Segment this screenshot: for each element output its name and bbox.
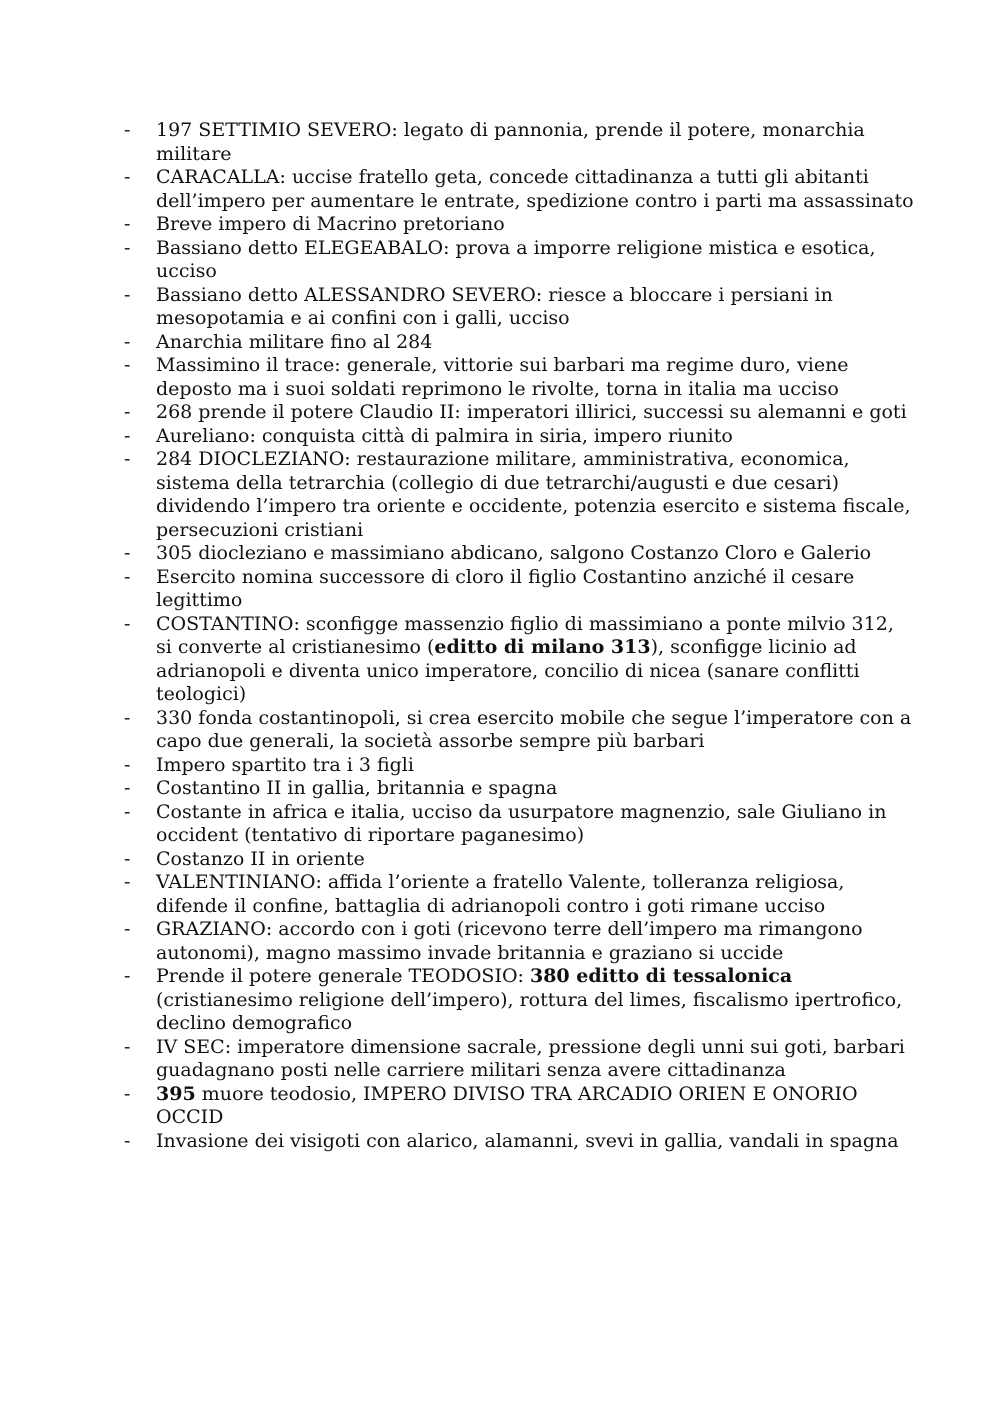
bullet-dash: - bbox=[124, 871, 131, 893]
item-text: IV SEC: imperatore dimensione sacrale, pressione degli unni sui goti, barbari guadagnano posti nelle carriere militari senza avere cittadinanza bbox=[156, 1035, 905, 1081]
list-item bbox=[124, 237, 914, 284]
item-text: (cristianesimo religione dell’impero), rottura del limes, fiscalismo ipertrofico, declino demografico bbox=[156, 988, 903, 1034]
bullet-dash: - bbox=[124, 119, 131, 141]
bullet-dash: - bbox=[124, 424, 131, 447]
item-text: Bassiano detto ALESSANDRO SEVERO: riesce a bloccare i persiani in mesopotamia e ai confini con i galli, ucciso bbox=[156, 283, 833, 329]
list-item bbox=[124, 448, 914, 542]
list-item bbox=[124, 354, 914, 401]
list-item bbox=[124, 284, 914, 331]
bullet-dash: - bbox=[124, 236, 131, 259]
list-item bbox=[124, 1036, 914, 1083]
list-item bbox=[124, 401, 914, 425]
list-item bbox=[124, 848, 914, 872]
item-text: Costantino II in gallia, britannia e spagna bbox=[156, 777, 558, 799]
bold-text: editto di milano 313 bbox=[434, 636, 651, 658]
item-text: muore teodosio, IMPERO DIVISO TRA ARCADIO ORIEN E ONORIO OCCID bbox=[156, 1082, 858, 1128]
item-text: Massimino il trace: generale, vittorie sui barbari ma regime duro, viene deposto ma i suoi soldati reprimono le rivolte, torna in italia ma ucciso bbox=[156, 354, 849, 400]
timeline-list bbox=[124, 119, 914, 1153]
list-item bbox=[124, 1130, 914, 1154]
bullet-dash: - bbox=[124, 706, 131, 729]
item-text: Aureliano: conquista città di palmira in siria, impero riunito bbox=[156, 424, 733, 447]
bullet-dash: - bbox=[124, 918, 131, 940]
item-text: COSTANTINO: sconfigge massenzio figlio di massimiano a ponte milvio 312, si converte al cristianesimo ( bbox=[156, 612, 894, 658]
item-text: Bassiano detto ELEGEABALO: prova a imporre religione mistica e esotica, ucciso bbox=[156, 236, 876, 282]
item-text: Prende il potere generale TEODOSIO: bbox=[156, 965, 530, 987]
item-text: VALENTINIANO: affida l’oriente a fratello Valente, tolleranza religiosa, difende il confine, battaglia di adrianopoli contro i goti rimane ucciso bbox=[156, 871, 845, 917]
item-text: 268 prende il potere Claudio II: imperatori illirici, successi su alemanni e goti bbox=[156, 401, 907, 423]
bullet-dash: - bbox=[124, 1082, 131, 1105]
bullet-dash: - bbox=[124, 448, 131, 470]
item-text: 330 fonda costantinopoli, si crea esercito mobile che segue l’imperatore con a capo due generali, la società assorbe sempre più barbari bbox=[156, 706, 912, 752]
list-item bbox=[124, 213, 914, 237]
item-text: 284 DIOCLEZIANO: restaurazione militare, amministrativa, economica, sistema della tetrarchia (collegio di due tetrarchi/augusti e due cesari) dividendo l’impero tra oriente e occidente, potenzia esercito e sistema fiscale, persecuzioni cristiani bbox=[156, 448, 911, 541]
list-item bbox=[124, 331, 914, 355]
item-text: Costante in africa e italia, ucciso da usurpatore magnenzio, sale Giuliano in occident (tentativo di riportare paganesimo) bbox=[156, 800, 887, 846]
bullet-dash: - bbox=[124, 1035, 131, 1058]
list-item bbox=[124, 965, 914, 1036]
bullet-dash: - bbox=[124, 965, 131, 987]
item-text: GRAZIANO: accordo con i goti (ricevono terre dell’impero ma rimangono autonomi), magno massimo invade britannia e graziano si uccide bbox=[156, 918, 863, 964]
bullet-dash: - bbox=[124, 777, 131, 799]
bullet-dash: - bbox=[124, 800, 131, 823]
bullet-dash: - bbox=[124, 283, 131, 306]
list-item bbox=[124, 707, 914, 754]
bullet-dash: - bbox=[124, 330, 131, 353]
item-text: CARACALLA: uccise fratello geta, concede cittadinanza a tutti gli abitanti dell’impero per aumentare le entrate, spedizione contro i parti ma assassinato bbox=[156, 166, 914, 212]
item-text: ), sconfigge licinio ad adrianopoli e diventa unico imperatore, concilio di nicea (sanare conflitti teologici) bbox=[156, 636, 860, 705]
bullet-dash: - bbox=[124, 612, 131, 635]
list-item bbox=[124, 754, 914, 778]
list-item bbox=[124, 871, 914, 918]
item-text: Breve impero di Macrino pretoriano bbox=[156, 213, 505, 235]
list-item bbox=[124, 425, 914, 449]
list-item bbox=[124, 1083, 914, 1130]
list-item bbox=[124, 801, 914, 848]
bullet-dash: - bbox=[124, 542, 131, 564]
item-text: Anarchia militare fino al 284 bbox=[156, 330, 433, 353]
item-text: 197 SETTIMIO SEVERO: legato di pannonia, prende il potere, monarchia militare bbox=[156, 119, 865, 165]
list-item bbox=[124, 613, 914, 707]
bullet-dash: - bbox=[124, 354, 131, 376]
item-text: Esercito nomina successore di cloro il figlio Costantino anziché il cesare legittimo bbox=[156, 565, 855, 611]
item-text: Costanzo II in oriente bbox=[156, 847, 365, 870]
list-item bbox=[124, 542, 914, 566]
list-item bbox=[124, 566, 914, 613]
bold-text: 380 editto di tessalonica bbox=[529, 965, 793, 987]
item-text: Invasione dei visigoti con alarico, alamanni, svevi in gallia, vandali in spagna bbox=[156, 1129, 899, 1152]
bullet-dash: - bbox=[124, 565, 131, 588]
bullet-dash: - bbox=[124, 753, 131, 776]
list-item bbox=[124, 918, 914, 965]
bullet-dash: - bbox=[124, 166, 131, 188]
bullet-dash: - bbox=[124, 1129, 131, 1152]
list-item bbox=[124, 777, 914, 801]
item-text: Impero spartito tra i 3 figli bbox=[156, 753, 414, 776]
list-item bbox=[124, 119, 914, 166]
list-item bbox=[124, 166, 914, 213]
bullet-dash: - bbox=[124, 847, 131, 870]
bold-text: 395 bbox=[156, 1082, 196, 1105]
item-text: 305 diocleziano e massimiano abdicano, salgono Costanzo Cloro e Galerio bbox=[156, 542, 872, 564]
bullet-dash: - bbox=[124, 401, 131, 423]
bullet-dash: - bbox=[124, 213, 131, 235]
